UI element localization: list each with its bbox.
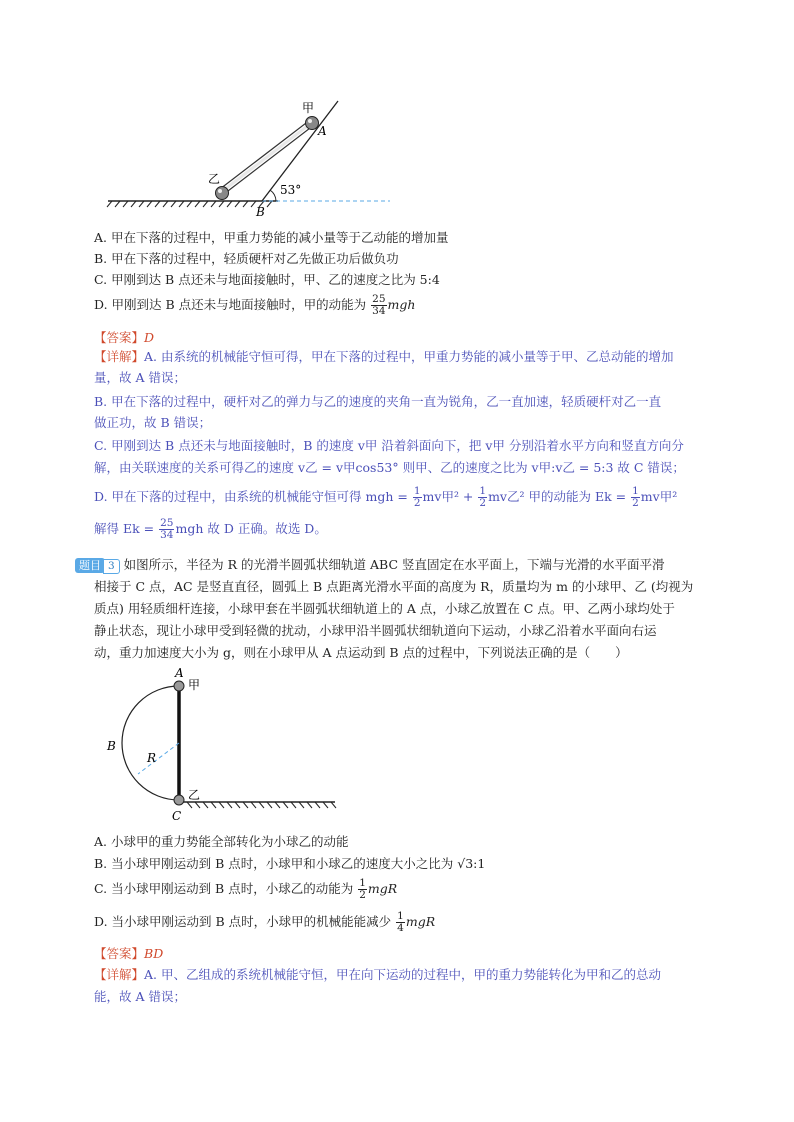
q2-solution-a2: 量，故 A 错误； [94, 370, 186, 385]
label-A: A [175, 666, 184, 680]
q3-stem-line5: 动，重力加速度大小为 g，则在小球甲从 A 点运动到 B 点的过程中，下列说法正确的是（ ） [94, 645, 628, 660]
q3-stem-line4: 静止状态，现让小球甲受到轻微的扰动，小球甲沿半圆弧状细轨道向下运动，小球乙沿着水平面向右运 [94, 623, 657, 638]
q3-solution-a1: 【详解】A. 甲、乙组成的系统机械能守恒，甲在向下运动的过程中，甲的重力势能转化为甲和乙的总动 [94, 967, 661, 982]
q3-option-b: B. 当小球甲刚运动到 B 点时，小球甲和小球乙的速度大小之比为 √3:1 [94, 856, 486, 871]
ball-yi [174, 795, 184, 805]
q2-answer: 【答案】D [94, 330, 155, 345]
label-A: A [318, 124, 327, 138]
q3-option-c: C. 当小球甲刚运动到 B 点时，小球乙的动能为 $\frac{1}{2}$ mgR [94, 877, 398, 901]
q2-option-a: A. 甲在下落的过程中，甲重力势能的减小量等于乙动能的增加量 [94, 230, 449, 245]
q3-solution-a2: 能，故 A 错误； [94, 989, 186, 1004]
label-yi: 乙 [208, 172, 221, 186]
q2-option-d: D. 甲刚到达 B 点还未与地面接触时，甲的动能为 $\frac{25}{34}$ mgh [94, 293, 416, 317]
q3-stem-line2: 相接于 C 点，AC 是竖直直径，圆弧上 B 点距离光滑水平面的高度为 R，质量均为 m 的小球甲、乙 (均视为 [94, 579, 694, 594]
figure-semicircle-track [95, 664, 345, 824]
q2-solution-b2: 做正功，故 B 错误； [94, 415, 212, 430]
q2-option-b: B. 甲在下落的过程中，轻质硬杆对乙先做正功后做负功 [94, 251, 399, 266]
label-jia: 甲 [302, 101, 315, 115]
q3-option-a: A. 小球甲的重力势能全部转化为小球乙的动能 [94, 834, 349, 849]
question-tag: 题目 [75, 558, 105, 573]
q2-solution-c1: C. 甲刚到达 B 点还未与地面接触时，B 的速度 v甲 沿着斜面向下，把 v甲 分别沿着水平方向和竖直方向分 [94, 438, 684, 453]
q2-solution-a1: 【详解】A. 由系统的机械能守恒可得，甲在下落的过程中，甲重力势能的减小量等于甲、乙总动能的增加 [94, 349, 674, 364]
ball-jia [306, 117, 319, 130]
label-B: B [256, 205, 265, 219]
q3-option-d: D. 当小球甲刚运动到 B 点时，小球甲的机械能能减少 $\frac{1}{4}$ mgR [94, 910, 436, 934]
q3-answer: 【答案】BD [94, 946, 164, 961]
figure-incline-rod [100, 95, 400, 220]
ball-jia [174, 681, 184, 691]
q2-solution-b1: B. 甲在下落的过程中，硬杆对乙的弹力与乙的速度的夹角一直为锐角，乙一直加速，轻质硬杆对乙一直 [94, 394, 662, 409]
q3-stem-line3: 质点) 用轻质细杆连接，小球甲套在半圆弧状细轨道上的 A 点，小球乙放置在 C 点。甲、乙两小球均处于 [94, 601, 675, 616]
label-R: R [147, 751, 157, 765]
label-angle: 53° [280, 183, 302, 197]
ball-yi [216, 187, 229, 200]
label-jia: 甲 [188, 678, 201, 692]
q2-solution-d2: 解得 Ek = $\frac{25}{34}$ mgh 故 D 正确。故选 D。 [94, 517, 327, 541]
q2-option-c: C. 甲刚到达 B 点还未与地面接触时，甲、乙的速度之比为 5:4 [94, 272, 440, 287]
q2-solution-d1: D. 甲在下落的过程中，由系统的机械能守恒可得 mgh = $\frac{1}{2}$ mv甲² + $\frac{1}{2}$ mv乙² 甲的动能为 Ek = $\frac{1}{2}$ mv甲² [94, 485, 678, 509]
q3-stem-line1: 题目 3 如图所示，半径为 R 的光滑半圆弧状细轨道 ABC 竖直固定在水平面上，下端与光滑的水平面平滑 [75, 557, 665, 574]
label-yi: 乙 [188, 788, 201, 802]
label-C: C [172, 809, 182, 823]
question-number: 3 [103, 559, 120, 574]
q2-solution-c2: 解，由关联速度的关系可得乙的速度 v乙 = v甲cos53° 则甲、乙的速度之比为 v甲:v乙 = 5:3 故 C 错误； [94, 460, 685, 475]
label-B: B [107, 739, 116, 753]
